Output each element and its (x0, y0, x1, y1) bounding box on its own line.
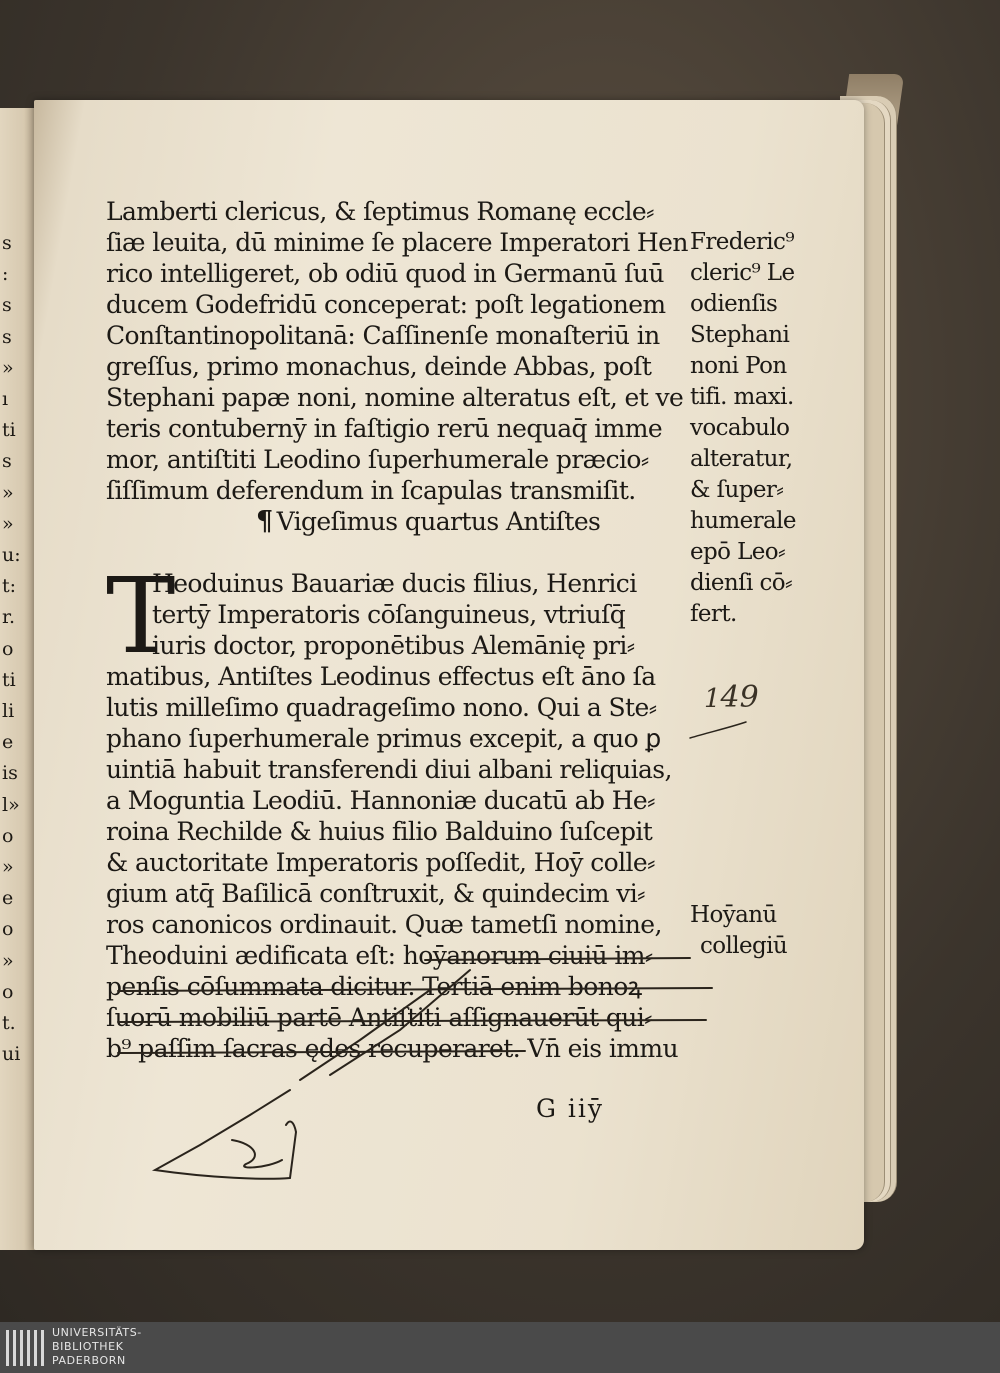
text-line: Heoduinus Bauariæ ducis filius, Henrici (152, 569, 637, 598)
prev-page-glyph: » (2, 856, 14, 878)
prev-page-glyph: » (2, 949, 14, 972)
section-heading-text: Vigeſimus quartus Antiſtes (276, 507, 601, 536)
margin-note-line: cleric⁹ Le (690, 260, 795, 286)
text-line: teris contubernȳ in faſtigio rerū nequaq̄ imme (106, 414, 663, 443)
prev-page-glyph: » (2, 512, 14, 535)
text-line: b⁹ paſſim ſacras ędes recuperaret. Vn̄ eis immu (106, 1034, 678, 1063)
prev-page-glyph: u: (2, 544, 21, 566)
margin-note-line: humerale (690, 508, 796, 534)
margin-note-line: dienſi cō⸗ (690, 570, 793, 596)
prev-page-glyph: s (2, 450, 12, 473)
catchword-signature: G iiȳ (536, 1094, 605, 1123)
library-logo-icon (6, 1328, 48, 1368)
handwritten-year-note: 149 (704, 680, 759, 715)
prev-page-glyph: li (2, 700, 15, 722)
prev-page-glyph: : (2, 263, 9, 286)
text-line: ſuorū mobiliū partē Antiſtiti aſſignauerūt qui⸗ (106, 1003, 652, 1032)
text-line: rico intelligeret, ob odiū quod in Germanū ſuū (106, 259, 664, 288)
margin-note-line: Hoȳanū (690, 902, 777, 928)
prev-page-glyph: ti (2, 668, 16, 691)
prev-page-glyph: o (2, 824, 14, 847)
margin-note-line: noni Pon (690, 353, 787, 379)
text-line: roina Rechilde & huius filio Balduino ſuſcepit (106, 817, 653, 846)
margin-note-line: odienſis (690, 291, 778, 317)
library-footer (0, 1322, 1000, 1373)
prev-page-glyph: is (2, 762, 18, 785)
drop-cap: T (106, 555, 176, 677)
text-line: ducem Godefridū conceperat: poſt legationem (106, 290, 666, 319)
prev-page-glyph: t: (2, 575, 17, 598)
text-line: greſſus, primo monachus, deinde Abbas, poſt (106, 352, 652, 381)
text-line: Conſtantinopolitanā: Caſſinenſe monaſteriū in (106, 321, 660, 350)
prev-page-glyph: l» (2, 793, 20, 816)
library-name-line: UNIVERSITÄTS- (52, 1326, 142, 1339)
text-line: a Moguntia Leodiū. Hannoniæ ducatū ab He⸗ (106, 786, 655, 815)
paragraph-mark: ¶ (256, 506, 273, 537)
prev-page-glyph: » (2, 481, 14, 504)
prev-page-glyph: s (2, 294, 12, 317)
text-line: ſiſſimum deferendum in ſcapulas transmiſit. (106, 476, 636, 505)
text-line: uintiā habuit transferendi diui albani reliquias, (106, 755, 672, 784)
margin-note-line: tifi. maxi. (690, 384, 794, 410)
prev-page-glyph: e (2, 887, 14, 910)
prev-page-glyph: o (2, 980, 14, 1003)
text-line: ros canonicos ordinauit. Quæ tametſi nomine, (106, 910, 662, 939)
prev-page-glyph: s (2, 325, 12, 348)
prev-page-glyph: s (2, 232, 12, 254)
text-line: phano ſuperhumerale primus excepit, a quo ꝑ (106, 724, 661, 753)
margin-note-line: Frederic⁹ (690, 229, 794, 255)
margin-note-line: & ſuper⸗ (690, 477, 784, 503)
margin-note-line: vocabulo (690, 415, 790, 441)
text-line: gium atq̄ Baſilicā conſtruxit, & quindecim vi⸗ (106, 879, 645, 908)
prev-page-glyph: ı (2, 388, 9, 410)
text-line: iuris doctor, proponētibus Alemānię pri⸗ (152, 631, 635, 660)
text-line: tertȳ Imperatoris cōſanguineus, vtriuſq̄ (152, 600, 626, 629)
text-line: & auctoritate Imperatoris poſſedit, Hoȳ colle⸗ (106, 848, 655, 877)
margin-note-line: collegiū (700, 933, 788, 959)
text-line: matibus, Antiſtes Leodinus effectus eſt āno ſa (106, 662, 656, 691)
prev-page-glyph: o (2, 637, 14, 660)
handwritten-year: 49 (720, 680, 759, 715)
library-name-line: PADERBORN (52, 1354, 126, 1367)
section-heading (256, 506, 676, 537)
text-line: lutis milleſimo quadrageſimo nono. Qui a Ste⸗ (106, 693, 657, 722)
prev-page-glyph: t. (2, 1012, 16, 1034)
prev-page-glyph: e (2, 731, 14, 754)
text-line: Lamberti clericus, & ſeptimus Romanę eccle⸗ (106, 197, 654, 226)
prev-page-glyph: o (2, 918, 14, 941)
margin-note-line: fert. (690, 601, 737, 627)
margin-note-line: epō Leo⸗ (690, 539, 786, 565)
text-line: ſiæ leuita, dū minime ſe placere Imperatori Hen (106, 228, 688, 257)
margin-note-line: alteratur, (690, 446, 793, 472)
library-name-line: BIBLIOTHEK (52, 1340, 124, 1353)
prev-page-glyph: r. (2, 606, 16, 629)
prev-page-glyph: » (2, 356, 14, 379)
prev-page-glyph: ui (2, 1043, 21, 1066)
prev-page-glyph: ti (2, 419, 16, 442)
margin-note-line: Stephani (690, 322, 790, 348)
text-line: penſis cōſummata dicitur. Tertiā enim bonoꝝ (106, 972, 642, 1001)
text-line: Theoduini ædificata eſt: hoȳanorum ciuiū im⸗ (106, 941, 653, 970)
text-line: mor, antiſtiti Leodino ſuperhumerale præcio⸗ (106, 445, 649, 474)
text-line: Stephani papæ noni, nomine alteratus eſt, et ve (106, 383, 684, 412)
